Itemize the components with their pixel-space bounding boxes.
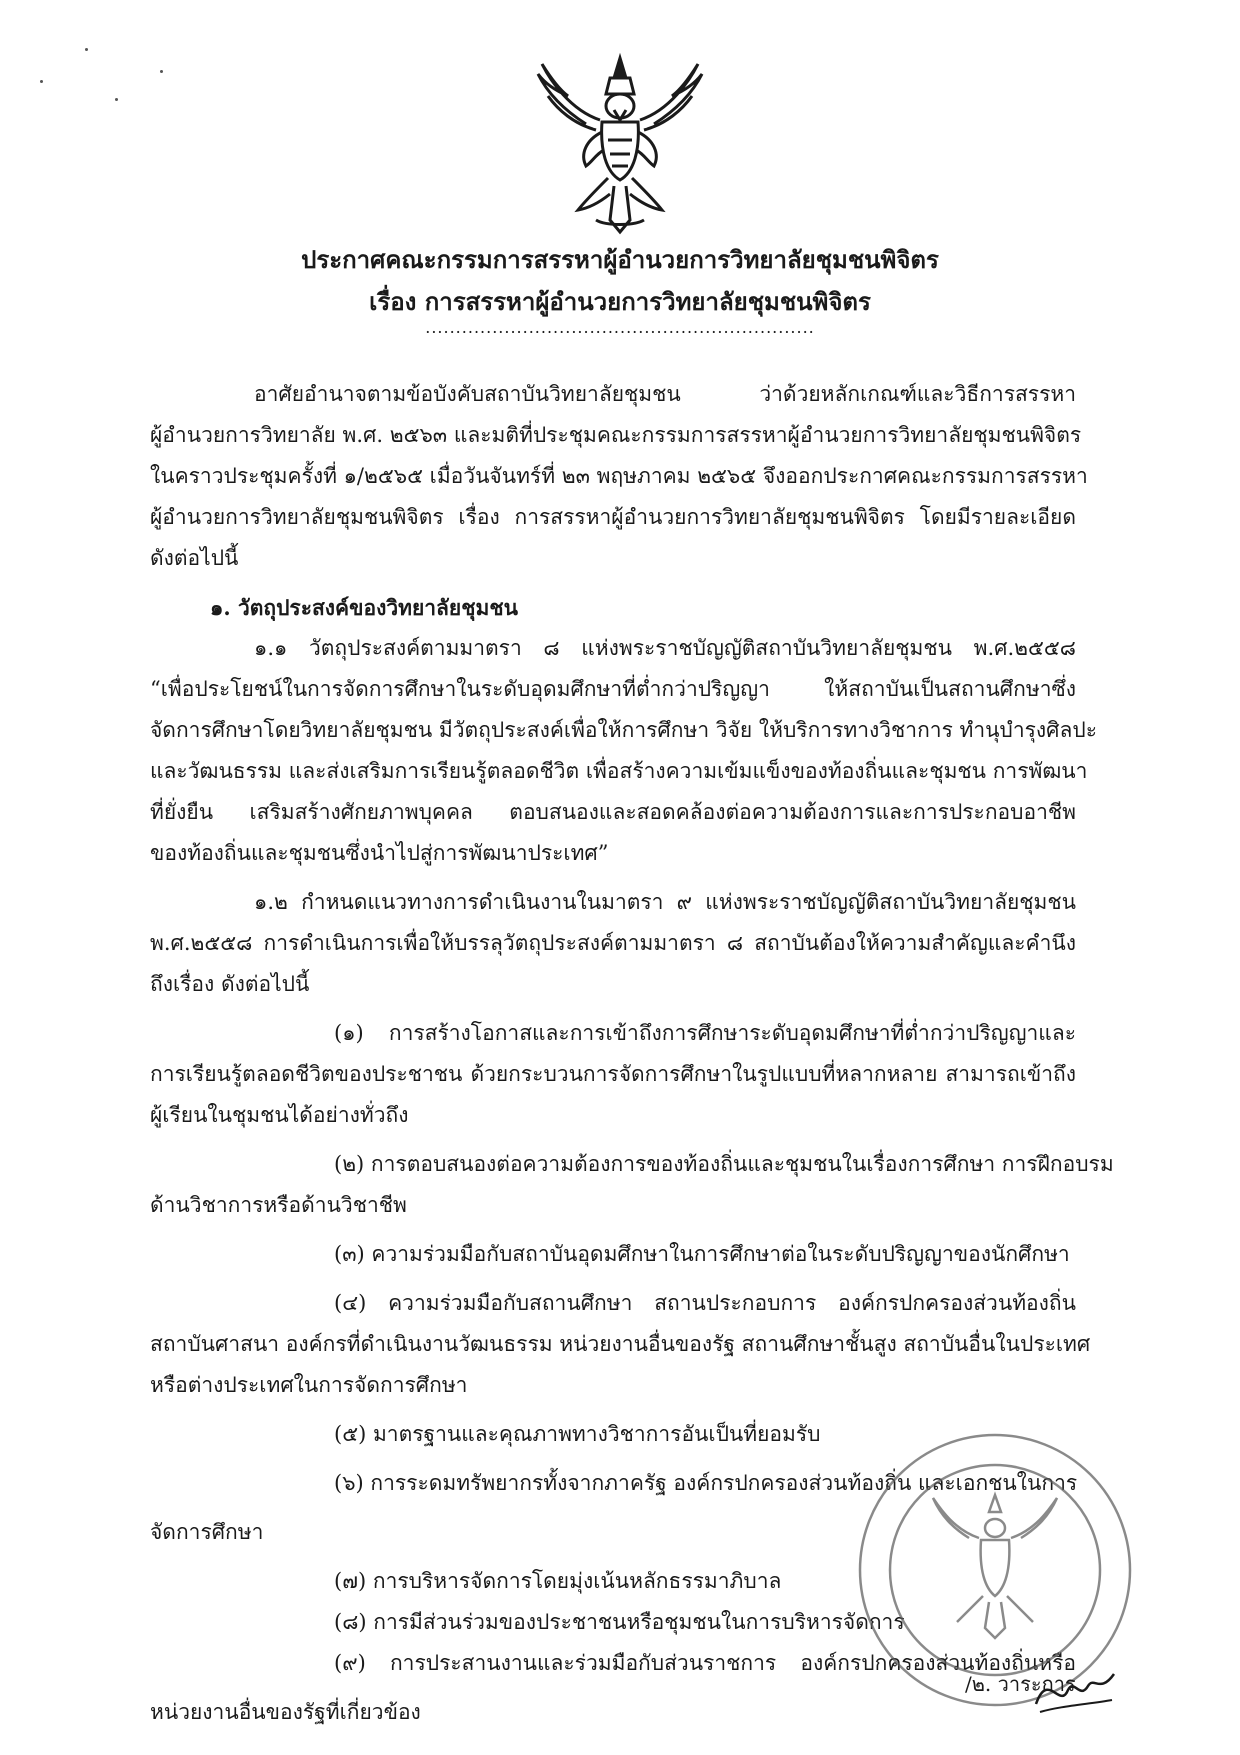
list-item: ผู้เรียนในชุมชนได้อย่างทั่วถึง — [150, 1103, 409, 1127]
intro-line: ผู้อำนวยการวิทยาลัยชุมชนพิจิตร เรื่อง การสรรหาผู้อำนวยการวิทยาลัยชุมชนพิจิตร โดยมีรายละเอียด — [150, 505, 1076, 529]
subsection-line: จัดการศึกษาโดยวิทยาลัยชุมชน มีวัตถุประสงค์เพื่อให้การศึกษา วิจัย ให้บริการทางวิชาการ ทำนุบำรุงศิลปะ — [150, 718, 1097, 742]
list-item: (๖) การระดมทรัพยากรทั้งจากภาครัฐ องค์กรปกครองส่วนท้องถิ่น และเอกชนในการ — [334, 1471, 1078, 1495]
intro-line: อาศัยอำนาจตามข้อบังคับสถาบันวิทยาลัยชุมชน ว่าด้วยหลักเกณฑ์และวิธีการสรรหา — [254, 382, 1076, 406]
list-item: การเรียนรู้ตลอดชีวิตของประชาชน ด้วยกระบวนการจัดการศึกษาในรูปแบบที่หลากหลาย สามารถเข้าถึง — [150, 1062, 1076, 1086]
list-item: หรือต่างประเทศในการจัดการศึกษา — [150, 1373, 468, 1397]
signature-icon — [1030, 1660, 1120, 1720]
intro-line: ผู้อำนวยการวิทยาลัย พ.ศ. ๒๕๖๓ และมติที่ประชุมคณะกรรมการสรรหาผู้อำนวยการวิทยาลัยชุมชนพิจิตร — [150, 423, 1082, 447]
subsection-line: ๑.๒ กำหนดแนวทางการดำเนินงานในมาตรา ๙ แห่งพระราชบัญญัติสถาบันวิทยาลัยชุมชน — [254, 890, 1076, 914]
section-heading: ๑. วัตถุประสงค์ของวิทยาลัยชุมชน — [210, 595, 518, 620]
list-item: (๘) การมีส่วนร่วมของประชาชนหรือชุมชนในการบริหารจัดการ — [334, 1610, 905, 1634]
subsection-line: “เพื่อประโยชน์ในการจัดการศึกษาในระดับอุดมศึกษาที่ต่ำกว่าปริญญา ให้สถาบันเป็นสถานศึกษาซึ่ง — [150, 677, 1076, 701]
intro-line: ดังต่อไปนี้ — [150, 546, 239, 570]
subsection-line: พ.ศ.๒๕๕๘ การดำเนินการเพื่อให้บรรลุวัตถุประสงค์ตามมาตรา ๘ สถาบันต้องให้ความสำคัญและคำนึง — [150, 931, 1076, 955]
list-item: (๗) การบริหารจัดการโดยมุ่งเน้นหลักธรรมาภิบาล — [334, 1569, 782, 1593]
list-item: (๔) ความร่วมมือกับสถานศึกษา สถานประกอบการ องค์กรปกครองส่วนท้องถิ่น — [334, 1291, 1076, 1315]
list-item: (๑) การสร้างโอกาสและการเข้าถึงการศึกษาระดับอุดมศึกษาที่ต่ำกว่าปริญญาและ — [334, 1021, 1076, 1045]
list-item: (๙) การประสานงานและร่วมมือกับส่วนราชการ องค์กรปกครองส่วนท้องถิ่นหรือ — [334, 1651, 1076, 1675]
list-item: จัดการศึกษา — [150, 1520, 264, 1544]
continuation-marker: /๒. วาระการ — [965, 1672, 1076, 1696]
separator-dots: ................................................................ — [425, 318, 815, 337]
garuda-emblem-icon — [530, 50, 710, 240]
subsection-line: ของท้องถิ่นและชุมชนซึ่งนำไปสู่การพัฒนาประเทศ” — [150, 841, 609, 865]
list-item: (๓) ความร่วมมือกับสถาบันอุดมศึกษาในการศึกษาต่อในระดับปริญญาของนักศึกษา — [334, 1242, 1070, 1266]
list-item: สถาบันศาสนา องค์กรที่ดำเนินงานวัฒนธรรม หน่วยงานอื่นของรัฐ สถานศึกษาชั้นสูง สถาบันอื่นในประเทศ — [150, 1332, 1091, 1356]
list-item: (๒) การตอบสนองต่อความต้องการของท้องถิ่นและชุมชนในเรื่องการศึกษา การฝึกอบรม — [334, 1152, 1114, 1176]
document-subject: เรื่อง การสรรหาผู้อำนวยการวิทยาลัยชุมชนพิจิตร — [369, 287, 871, 316]
subsection-line: ที่ยั่งยืน เสริมสร้างศักยภาพบุคคล ตอบสนองและสอดคล้องต่อความต้องการและการประกอบอาชีพ — [150, 800, 1076, 824]
subsection-line: ถึงเรื่อง ดังต่อไปนี้ — [150, 972, 310, 996]
intro-line: ในคราวประชุมครั้งที่ ๑/๒๕๖๕ เมื่อวันจันทร์ที่ ๒๓ พฤษภาคม ๒๕๖๕ จึงออกประกาศคณะกรรมการสรรหา — [150, 464, 1088, 488]
list-item: (๕) มาตรฐานและคุณภาพทางวิชาการอันเป็นที่ยอมรับ — [334, 1422, 821, 1446]
document-title: ประกาศคณะกรรมการสรรหาผู้อำนวยการวิทยาลัยชุมชนพิจิตร — [301, 245, 939, 274]
subsection-line: และวัฒนธรรม และส่งเสริมการเรียนรู้ตลอดชีวิต เพื่อสร้างความเข้มแข็งของท้องถิ่นและชุมชน การพัฒนา — [150, 759, 1088, 783]
list-item: หน่วยงานอื่นของรัฐที่เกี่ยวข้อง — [150, 1700, 421, 1724]
list-item: ด้านวิชาการหรือด้านวิชาชีพ — [150, 1193, 407, 1217]
subsection-line: ๑.๑ วัตถุประสงค์ตามมาตรา ๘ แห่งพระราชบัญญัติสถาบันวิทยาลัยชุมชน พ.ศ.๒๕๕๘ — [254, 636, 1076, 660]
